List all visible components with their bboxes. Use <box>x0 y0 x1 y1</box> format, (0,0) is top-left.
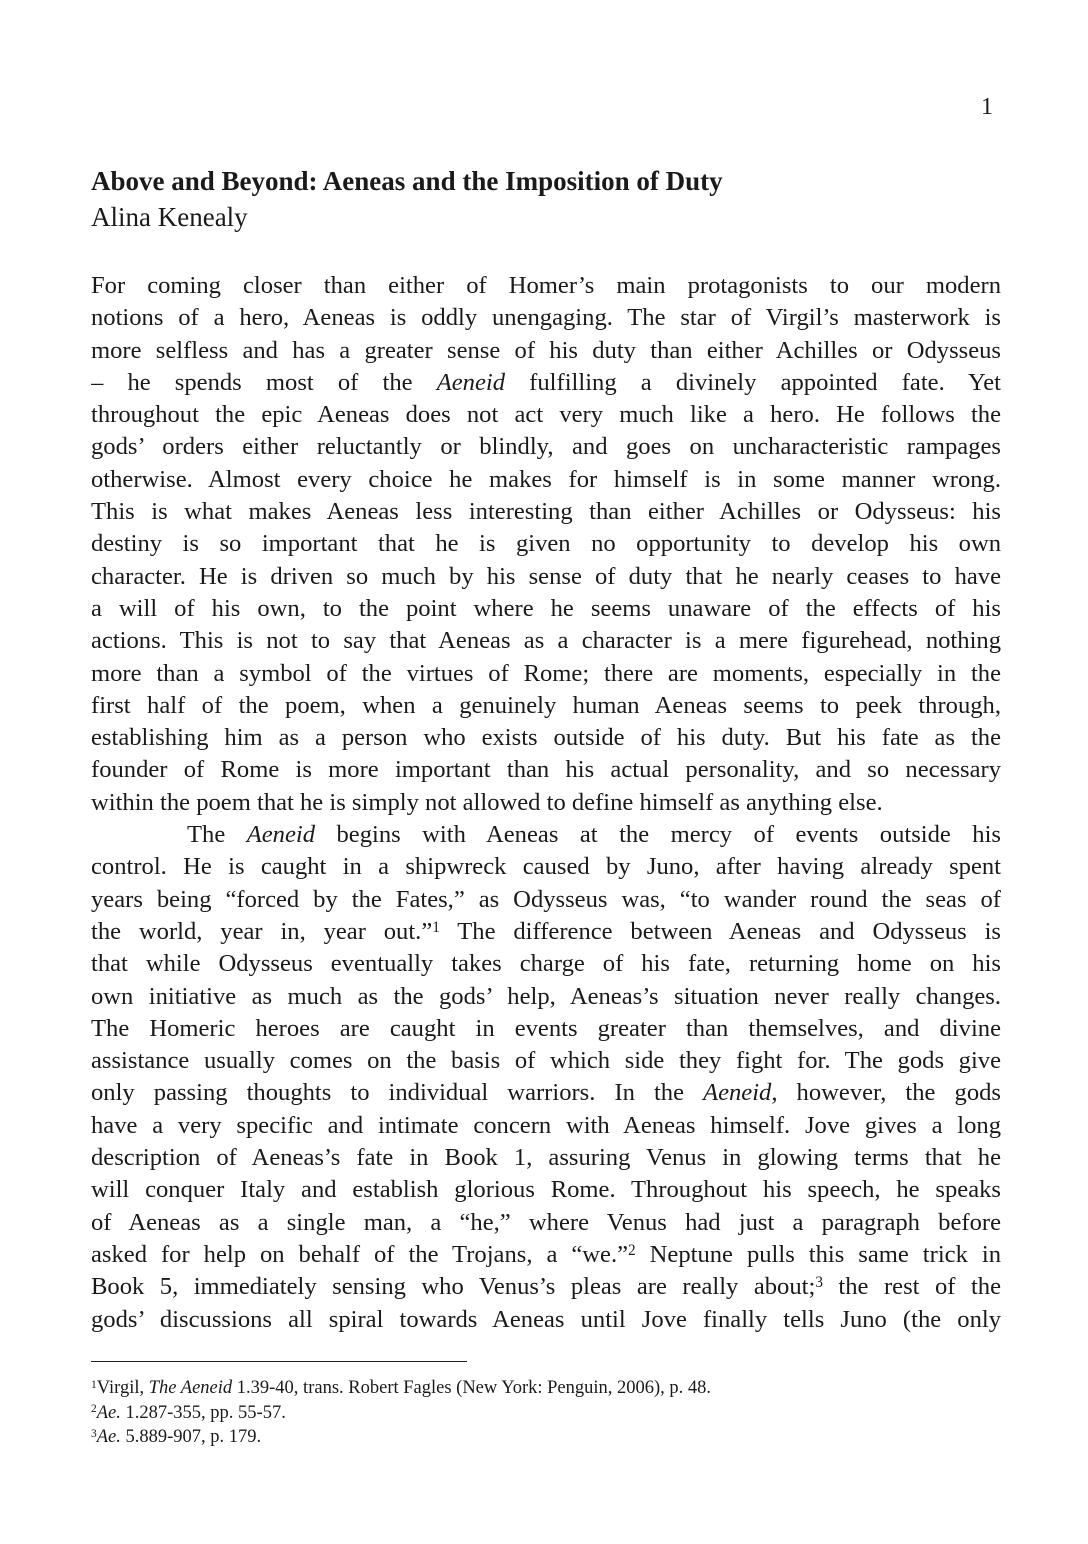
text-run: the rest of the <box>822 1273 1001 1301</box>
body-line <box>91 754 1001 786</box>
footnote-marker: 2 <box>628 1242 636 1260</box>
body-line <box>91 1142 1001 1174</box>
body-line <box>91 1207 1001 1239</box>
text-run: The Homeric heroes are caught in events greater than themselves, and divine <box>91 1014 1001 1042</box>
body-line <box>91 819 1001 851</box>
body-line <box>91 722 1001 754</box>
text-run: , however, the gods <box>771 1079 1001 1107</box>
text-run: – he spends most of the <box>91 368 437 396</box>
text-run: fulfilling a divinely appointed fate. Yet <box>505 368 1001 396</box>
essay-title: Above and Beyond: Aeneas and the Imposition of Duty <box>91 166 723 196</box>
text-run: gods’ discussions all spiral towards Aeneas until Jove finally tells Juno (the only <box>91 1305 1001 1333</box>
body-line <box>91 593 1001 625</box>
body-line <box>91 1110 1001 1142</box>
author-name: Alina Kenealy <box>91 202 248 232</box>
body-line <box>91 625 1001 657</box>
body-line <box>91 1013 1001 1045</box>
body-line <box>91 884 1001 916</box>
text-run: notions of a hero, Aeneas is oddly unengaging. The star of Virgil’s masterwork is <box>91 304 1001 332</box>
text-run: more than a symbol of the virtues of Rome; there are moments, especially in the <box>91 659 1001 687</box>
body-line <box>91 496 1001 528</box>
text-run: will conquer Italy and establish glorious Rome. Throughout his speech, he speaks <box>91 1176 1001 1204</box>
text-run: founder of Rome is more important than his actual personality, and so necessary <box>91 756 1001 784</box>
body-line <box>91 1077 1001 1109</box>
footnote-item <box>91 1425 991 1450</box>
text-run: actions. This is not to say that Aeneas as a character is a mere figurehead, nothing <box>91 627 1001 655</box>
text-run: years being “forced by the Fates,” as Odysseus was, “to wander round the seas of <box>91 885 1001 913</box>
text-run: Virgil, <box>96 1378 149 1398</box>
text-run: throughout the epic Aeneas does not act very much like a hero. He follows the <box>91 401 1001 429</box>
text-run: own initiative as much as the gods’ help, Aeneas’s situation never really changes. <box>91 982 1001 1010</box>
text-run: the world, year in, year out.” <box>91 917 433 945</box>
body-line <box>91 787 1001 819</box>
body-line <box>91 1239 1001 1271</box>
italic-title: The Aeneid <box>148 1378 233 1398</box>
footnote-marker: 1 <box>432 919 440 937</box>
text-run: more selfless and has a greater sense of his duty than either Achilles or Odysseus <box>91 336 1001 364</box>
footnote-marker: 2 <box>91 1403 97 1416</box>
body-line <box>91 431 1001 463</box>
text-run: first half of the poem, when a genuinely human Aeneas seems to peek through, <box>91 691 1001 719</box>
text-run: control. He is caught in a shipwreck caused by Juno, after having already spent <box>91 853 1001 881</box>
text-run: of Aeneas as a single man, a “he,” where Venus had just a paragraph before <box>91 1208 1001 1236</box>
text-run: begins with Aeneas at the mercy of events outside his <box>315 821 1001 849</box>
text-run: asked for help on behalf of the Trojans, a “we.” <box>91 1240 629 1268</box>
body-line <box>91 916 1001 948</box>
text-run: description of Aeneas’s fate in Book 1, assuring Venus in glowing terms that he <box>91 1144 1001 1172</box>
body-line <box>91 528 1001 560</box>
body-line <box>91 1271 1001 1303</box>
footnote-marker: 3 <box>815 1274 823 1292</box>
body-line <box>91 561 1001 593</box>
body-line <box>91 367 1001 399</box>
text-run: The <box>187 821 247 849</box>
footnotes <box>91 1376 991 1450</box>
page-number: 1 <box>981 94 993 120</box>
body-line <box>91 690 1001 722</box>
footnote-item <box>91 1401 991 1426</box>
italic-title: Ae. <box>96 1402 121 1423</box>
text-run: Neptune pulls this same trick in <box>635 1240 1001 1268</box>
body-line <box>91 851 1001 883</box>
text-run: establishing him as a person who exists outside of his duty. But his fate as the <box>91 724 1001 752</box>
body-line <box>91 302 1001 334</box>
text-run: otherwise. Almost every choice he makes for himself is in some manner wrong. <box>91 465 1001 493</box>
text-run: gods’ orders either reluctantly or blindly, and goes on uncharacteristic rampages <box>91 433 1001 461</box>
body-line <box>91 399 1001 431</box>
text-run: a will of his own, to the point where he seems unaware of the effects of his <box>91 594 1001 622</box>
italic-title: Aeneid <box>703 1079 772 1107</box>
essay-body <box>91 270 1001 1336</box>
text-run: This is what makes Aeneas less interesting than either Achilles or Odysseus: his <box>91 498 1001 526</box>
body-line <box>91 1304 1001 1336</box>
text-run: only passing thoughts to individual warriors. In the <box>91 1079 704 1107</box>
text-run: assistance usually comes on the basis of which side they fight for. The gods give <box>91 1047 1001 1075</box>
text-run: 1.39-40, trans. Robert Fagles (New York: Penguin, 2006), p. 48. <box>232 1378 712 1398</box>
body-line <box>91 335 1001 367</box>
italic-title: Aeneid <box>436 368 506 396</box>
body-line <box>91 1045 1001 1077</box>
footnote-marker: 3 <box>91 1427 97 1440</box>
body-line <box>91 981 1001 1013</box>
text-run: destiny is so important that he is given no opportunity to develop his own <box>91 530 1001 558</box>
body-line <box>91 948 1001 980</box>
text-run: 5.889-907, p. 179. <box>120 1427 262 1447</box>
body-line <box>91 270 1001 302</box>
text-run: have a very specific and intimate concern with Aeneas himself. Jove gives a long <box>91 1111 1001 1139</box>
text-run: that while Odysseus eventually takes charge of his fate, returning home on his <box>91 950 1001 978</box>
text-run: The difference between Aeneas and Odysseus is <box>439 917 1001 945</box>
italic-title: Ae. <box>96 1427 121 1447</box>
italic-title: Aeneid <box>246 821 316 849</box>
body-line <box>91 658 1001 690</box>
body-line <box>91 1174 1001 1206</box>
footnote-divider <box>91 1361 467 1362</box>
text-run: For coming closer than either of Homer’s main protagonists to our modern <box>91 272 1001 299</box>
text-run: 1.287-355, pp. 55-57. <box>120 1402 286 1423</box>
footnote-item <box>91 1376 991 1401</box>
text-run: character. He is driven so much by his sense of duty that he nearly ceases to have <box>91 562 1001 590</box>
footnote-marker: 1 <box>91 1378 97 1391</box>
text-run: within the poem that he is simply not allowed to define himself as anything else. <box>91 788 883 816</box>
text-run: Book 5, immediately sensing who Venus’s pleas are really about; <box>91 1273 816 1301</box>
body-line <box>91 464 1001 496</box>
